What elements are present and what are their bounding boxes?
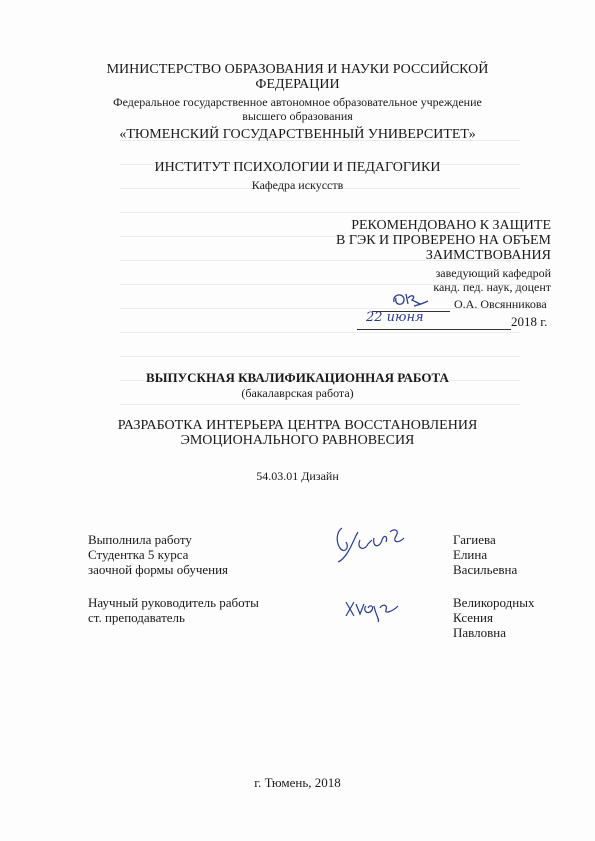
student-first-name: Елина	[453, 547, 488, 562]
student-role-line-1: Выполнила работу	[88, 532, 192, 547]
work-title-line-1: РАЗРАБОТКА ИНТЕРЬЕРА ЦЕНТРА ВОССТАНОВЛЕНИЯ	[117, 418, 478, 433]
approval-line-3: ЗАИМСТВОВАНИЯ	[425, 248, 551, 263]
supervisor-name	[453, 595, 534, 640]
work-title-line-2: ЭМОЦИОНАЛЬНОГО РАВНОВЕСИЯ	[180, 433, 415, 448]
approver-signature-icon	[390, 288, 430, 310]
work-type: ВЫПУСКНАЯ КВАЛИФИКАЦИОННАЯ РАБОТА	[146, 370, 449, 385]
ministry-line-2: ФЕДЕРАЦИИ	[255, 77, 340, 92]
approver-name: О.А. Овсянникова	[454, 297, 547, 311]
institute-name: ИНСТИТУТ ПСИХОЛОГИИ И ПЕДАГОГИКИ	[154, 160, 441, 175]
supervisor-role	[88, 595, 259, 625]
student-surname: Гагиева	[453, 532, 496, 547]
ministry-line-1: МИНИСТЕРСТВО ОБРАЗОВАНИЯ И НАУКИ РОССИЙСКОЙ	[106, 62, 489, 77]
institution-line-1: Федеральное государственное автономное образовательное учреждение	[113, 95, 482, 109]
approver-position: заведующий кафедрой	[435, 266, 551, 280]
student-name	[453, 532, 517, 577]
approver-info	[433, 266, 551, 294]
student-role-line-2: Студентка 5 курса	[88, 547, 189, 562]
student-signature-icon	[328, 518, 408, 566]
department-name: Кафедра искусств	[251, 178, 344, 192]
student-patronymic: Васильевна	[453, 562, 518, 577]
supervisor-surname: Великородных	[453, 595, 535, 610]
student-role-line-3: заочной формы обучения	[88, 562, 229, 577]
supervisor-signature-icon	[342, 594, 402, 624]
institution-line-2: высшего образования	[242, 109, 353, 123]
approval-year: 2018 г.	[511, 314, 548, 329]
approval-line-1: РЕКОМЕНДОВАНО К ЗАЩИТЕ	[351, 218, 551, 233]
ministry-heading	[60, 62, 535, 92]
supervisor-first-name: Ксения	[453, 610, 493, 625]
handwritten-date: 22 июня	[366, 310, 424, 325]
student-role	[88, 532, 228, 577]
specialty-code: 54.03.01 Дизайн	[256, 469, 339, 483]
supervisor-patronymic: Павловна	[453, 625, 506, 640]
institution-heading	[60, 95, 535, 123]
approval-line-2: В ГЭК И ПРОВЕРЕНО НА ОБЪЕМ	[336, 233, 551, 248]
supervisor-role-line-2: ст. преподаватель	[88, 610, 185, 625]
supervisor-role-line-1: Научный руководитель работы	[88, 595, 259, 610]
approval-block	[336, 218, 551, 263]
approver-degree: канд. пед. наук, доцент	[433, 280, 551, 294]
university-name: «ТЮМЕНСКИЙ ГОСУДАРСТВЕННЫЙ УНИВЕРСИТЕТ»	[119, 127, 476, 142]
work-title	[60, 418, 535, 448]
work-subtype: (бакалаврская работа)	[241, 386, 354, 400]
city-year: г. Тюмень, 2018	[254, 775, 341, 790]
